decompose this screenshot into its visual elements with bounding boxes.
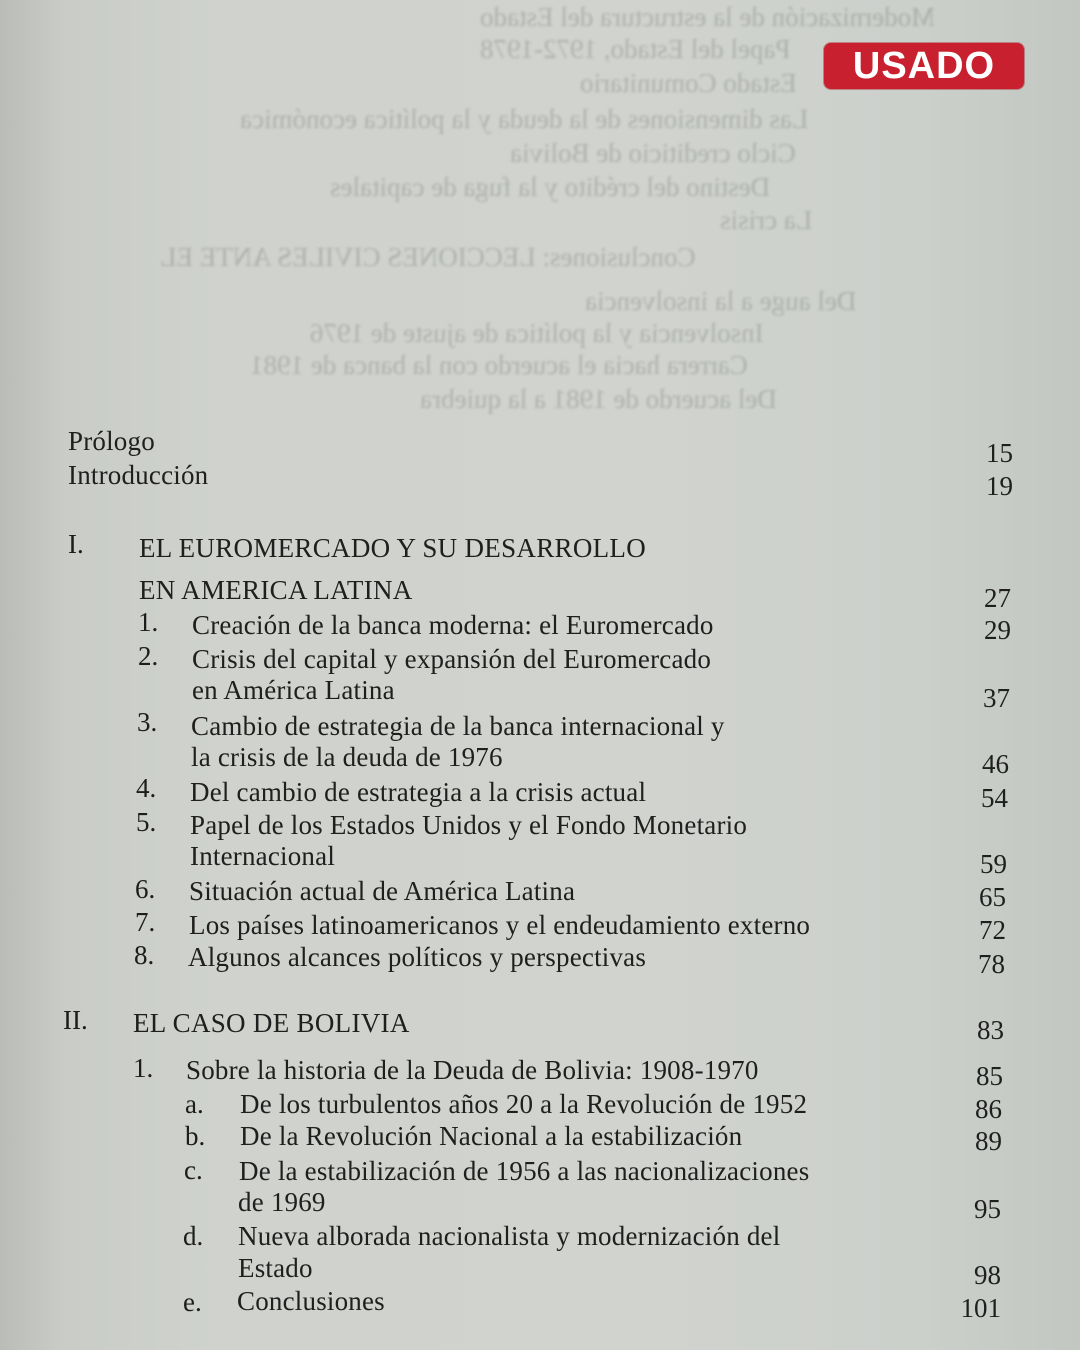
toc-section: Del cambio de estrategia a la crisis actual — [190, 777, 647, 807]
section-number: 2. — [138, 641, 159, 671]
chapter-number: II. — [63, 1005, 88, 1035]
section-number: 3. — [137, 707, 158, 737]
ghost-line: Destino del crédito y la fuga de capitales — [330, 172, 771, 202]
page-number: 95 — [974, 1194, 1001, 1224]
toc-section-continued: la crisis de la deuda de 1976 — [191, 742, 503, 772]
toc-section: Algunos alcances políticos y perspectivas — [188, 942, 647, 972]
page-number: 85 — [976, 1061, 1003, 1091]
page-number: 83 — [977, 1015, 1004, 1045]
section-number: 7. — [135, 907, 156, 937]
page-number: 59 — [980, 849, 1007, 879]
toc-entry-introduction: Introducción — [68, 460, 209, 490]
page-number: 19 — [986, 471, 1013, 501]
toc-subsection: De los turbulentos años 20 a la Revolución de 1952 — [240, 1089, 808, 1119]
toc-subsection: Nueva alborada nacionalista y modernización del — [238, 1221, 781, 1251]
ghost-line: La crisis — [720, 205, 813, 235]
ghost-line: Las dimensiones de la deuda y la política económica — [240, 104, 809, 134]
used-condition-badge: USADO — [824, 43, 1024, 89]
toc-subsection: De la estabilización de 1956 a las nacionalizaciones — [239, 1156, 810, 1186]
page-number: 46 — [982, 749, 1009, 779]
toc-section: Cambio de estrategia de la banca internacional y — [191, 711, 725, 741]
ghost-line: Estado Comunitario — [580, 68, 797, 98]
subsection-letter: a. — [185, 1089, 204, 1119]
page-number: 98 — [974, 1260, 1001, 1290]
page-number: 101 — [960, 1293, 1001, 1323]
page-number: 65 — [979, 882, 1006, 912]
chapter-title: EL CASO DE BOLIVIA — [133, 1008, 410, 1038]
page-number: 72 — [979, 915, 1006, 945]
page-number: 78 — [978, 949, 1005, 979]
ghost-line: Modernización de la estructura del Estado — [480, 2, 936, 32]
subsection-letter: c. — [184, 1155, 203, 1185]
page-number: 89 — [975, 1126, 1002, 1156]
chapter-number: I. — [68, 529, 84, 559]
toc-section: Papel de los Estados Unidos y el Fondo Monetario — [190, 810, 748, 840]
chapter-title: EL EUROMERCADO Y SU DESARROLLO — [139, 533, 647, 563]
toc-section: Creación de la banca moderna: el Euromercado — [192, 610, 714, 640]
ghost-line: Del acuerdo de 1981 a la quiebra — [420, 384, 777, 414]
toc-subsection: De la Revolución Nacional a la estabilización — [240, 1121, 743, 1151]
toc-section: Situación actual de América Latina — [189, 876, 576, 906]
page-number: 86 — [975, 1094, 1002, 1124]
toc-subsection-continued: Estado — [238, 1253, 313, 1283]
section-number: 4. — [136, 773, 157, 803]
section-number: 1. — [133, 1053, 154, 1083]
page-number: 27 — [984, 583, 1011, 613]
ghost-line: Papel del Estado, 1972-1978 — [480, 34, 791, 64]
page-number: 54 — [981, 783, 1008, 813]
subsection-letter: d. — [183, 1221, 204, 1251]
subsection-letter: e. — [183, 1287, 202, 1317]
page-number: 29 — [984, 615, 1011, 645]
toc-subsection: Conclusiones — [237, 1286, 385, 1316]
ghost-line: Carrera hacia el acuerdo con la banca de 1981 — [250, 350, 748, 380]
page-number: 15 — [986, 438, 1013, 468]
chapter-title-continued: EN AMERICA LATINA — [139, 575, 413, 605]
section-number: 6. — [135, 874, 156, 904]
ghost-line: Del auge a la insolvencia — [585, 286, 857, 316]
section-number: 8. — [134, 940, 155, 970]
toc-section-continued: en América Latina — [192, 675, 395, 705]
toc-section-continued: Internacional — [190, 841, 336, 871]
section-number: 5. — [136, 807, 157, 837]
ghost-line: Conclusiones: LECCIONES CIVILES ANTE EL — [160, 242, 696, 272]
page-number: 37 — [983, 683, 1010, 713]
ghost-line: Insolvencia y la política de ajuste de 1976 — [310, 318, 764, 348]
toc-section: Crisis del capital y expansión del Euromercado — [192, 644, 712, 674]
subsection-letter: b. — [185, 1121, 206, 1151]
toc-section: Sobre la historia de la Deuda de Bolivia: 1908-1970 — [186, 1055, 759, 1085]
toc-subsection-continued: de 1969 — [238, 1187, 326, 1217]
toc-entry-prologue: Prólogo — [68, 426, 155, 456]
ghost-line: Ciclo crediticio de Bolivia — [510, 138, 796, 168]
toc-section: Los países latinoamericanos y el endeudamiento externo — [189, 910, 811, 940]
section-number: 1. — [138, 607, 159, 637]
